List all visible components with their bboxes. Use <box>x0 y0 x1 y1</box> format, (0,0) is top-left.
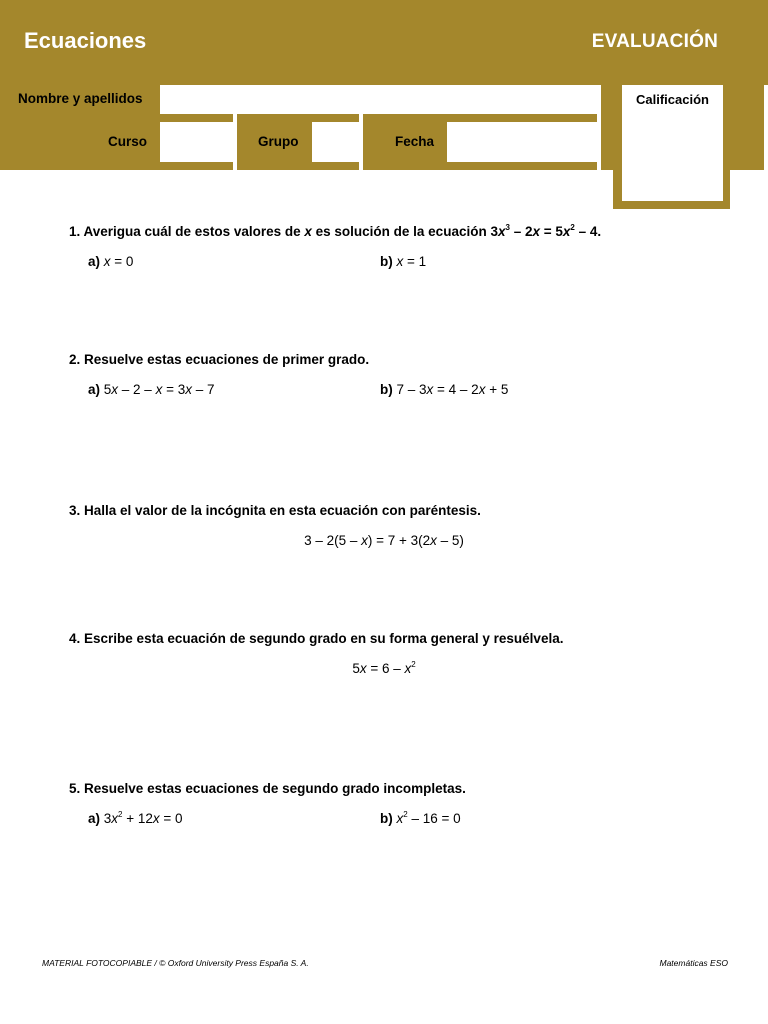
name-field[interactable] <box>160 85 601 114</box>
question-4-equation: $5x = 6 - x^2$ <box>352 660 416 676</box>
question-number: 4. <box>69 631 81 646</box>
course-divider <box>233 114 237 170</box>
group-divider <box>359 114 363 170</box>
option-tag: a) <box>88 254 101 269</box>
question-number: 1. <box>69 224 81 239</box>
footer-subject: Matemáticas ESO <box>659 958 728 968</box>
option-tag: b) <box>380 382 393 397</box>
question-2 <box>69 352 369 367</box>
course-label: Curso <box>108 134 148 149</box>
footer-copyright: MATERIAL FOTOCOPIABLE / © Oxford University Press España S. A. <box>42 958 309 968</box>
course-field[interactable] <box>160 122 233 162</box>
group-label: Grupo <box>258 134 299 149</box>
section-label: EVALUACIÓN <box>591 31 718 52</box>
question-text: Resuelve estas ecuaciones de primer grado. <box>84 352 370 367</box>
name-label: Nombre y apellidos <box>18 91 143 106</box>
question-5 <box>69 781 466 796</box>
question-1 <box>69 224 601 239</box>
question-2-option-b: b) 7 – 3x = 4 – 2x + 5 <box>380 382 509 397</box>
question-1-option-b: b) x = 1 <box>380 254 427 269</box>
option-tag: a) <box>88 811 101 826</box>
question-number: 3. <box>69 503 81 518</box>
question-number: 2. <box>69 352 81 367</box>
question-3 <box>69 503 481 518</box>
option-tag: b) <box>380 254 393 269</box>
date-field[interactable] <box>447 122 597 162</box>
question-3-equation: 3 – 2(5 – x) = 7 + 3(2x – 5) <box>304 533 464 548</box>
header-edge-divider <box>764 85 768 170</box>
worksheet-title: Ecuaciones <box>24 28 147 53</box>
question-text: Resuelve estas ecuaciones de segundo grado incompletas. <box>84 781 466 796</box>
question-1-option-a: a) x = 0 <box>88 254 134 269</box>
question-5-option-a: a) $3x^2 + 12x = 0$ <box>88 810 183 826</box>
option-tag: a) <box>88 382 101 397</box>
question-text: Halla el valor de la incógnita en esta ecuación con paréntesis. <box>84 503 481 518</box>
date-label: Fecha <box>395 134 435 149</box>
grade-label: Calificación <box>636 92 709 107</box>
question-2-option-a: a) 5x – 2 – x = 3x – 7 <box>88 382 215 397</box>
question-text: Escribe esta ecuación de segundo grado en su forma general y resuélvela. <box>84 631 564 646</box>
group-field[interactable] <box>312 122 359 162</box>
question-text: Averigua cuál de estos valores de x es solución de la ecuación $3x^3 - 2x = 5x^2 - 4$. <box>83 223 602 239</box>
question-4 <box>69 631 563 646</box>
option-tag: b) <box>380 811 393 826</box>
date-divider <box>597 114 601 170</box>
question-5-option-b: b) $x^2 - 16 = 0$ <box>380 810 461 826</box>
question-number: 5. <box>69 781 81 796</box>
